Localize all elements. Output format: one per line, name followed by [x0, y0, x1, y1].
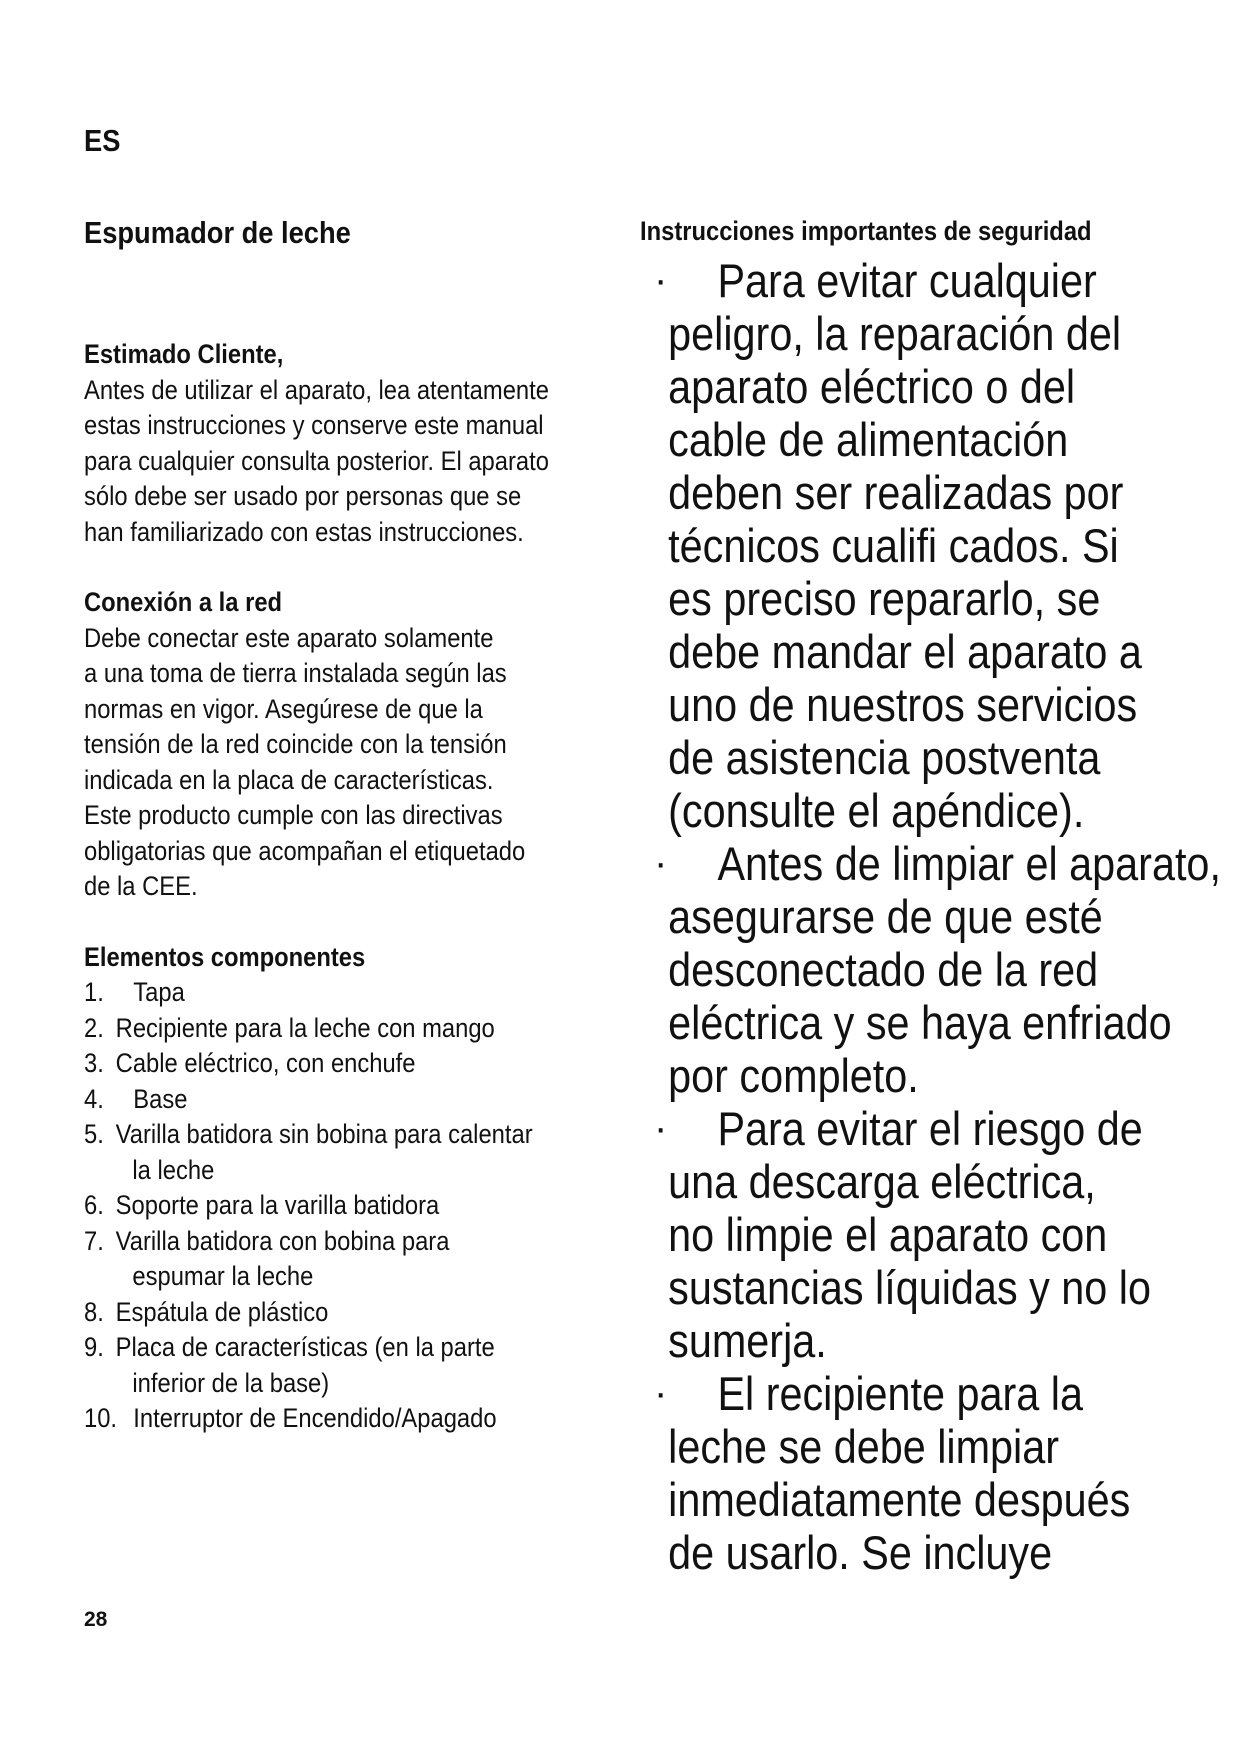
- intro-section: [84, 337, 644, 550]
- safety-line: sumerja.: [668, 1314, 827, 1367]
- safety-line: no limpie el aparato con: [668, 1208, 1108, 1261]
- list-item-number: 6.: [84, 1190, 104, 1220]
- list-item-number: 9.: [84, 1332, 104, 1362]
- intro-line: Antes de utilizar el aparato, lea atentamente: [84, 374, 549, 405]
- list-item-number: 1.: [84, 977, 104, 1007]
- safety-line: Para evitar el riesgo de: [717, 1102, 1143, 1155]
- safety-line: sustancias líquidas y no lo: [668, 1261, 1151, 1314]
- safety-line: aparato eléctrico o del: [668, 360, 1076, 413]
- safety-line: técnicos cualifi cados. Si: [668, 519, 1119, 572]
- connection-line: normas en vigor. Asegúrese de que la: [84, 693, 483, 724]
- list-item-text: Cable eléctrico, con enchufe: [115, 1048, 416, 1078]
- connection-line: indicada en la placa de características.: [84, 764, 494, 795]
- list-item: [84, 1011, 577, 1047]
- list-item-number: 8.: [84, 1296, 104, 1327]
- intro-line: estas instrucciones y conserve este manual: [84, 410, 544, 440]
- language-code: ES: [84, 123, 121, 158]
- safety-line: asegurarse de que esté: [668, 890, 1103, 943]
- list-item-text: espumar la leche: [132, 1261, 314, 1291]
- list-item: [84, 1224, 577, 1260]
- list-item-text: Varilla batidora con bobina para: [115, 1225, 450, 1256]
- list-item: [84, 975, 577, 1011]
- connection-line: Debe conectar este aparato solamente: [84, 622, 494, 653]
- list-item-number: 7.: [84, 1225, 104, 1256]
- list-item-text: Interruptor de Encendido/Apagado: [133, 1403, 497, 1433]
- safety-line: de usarlo. Se incluye: [668, 1526, 1053, 1579]
- list-item-number: 5.: [84, 1119, 104, 1149]
- bullet-icon: ·: [654, 258, 668, 302]
- safety-line: El recipiente para la: [717, 1367, 1083, 1420]
- list-item: [84, 1046, 577, 1082]
- safety-line: una descarga eléctrica,: [668, 1155, 1096, 1208]
- list-item-text: inferior de la base): [132, 1367, 330, 1398]
- safety-line: peligro, la reparación del: [668, 307, 1122, 360]
- safety-line: debe mandar el aparato a: [668, 625, 1142, 678]
- safety-line: inmediatamente después: [668, 1473, 1131, 1526]
- safety-line: deben ser realizadas por: [668, 466, 1124, 519]
- list-item-number: 2.: [84, 1012, 104, 1043]
- list-item-text: Tapa: [133, 977, 185, 1007]
- list-item-text: la leche: [132, 1154, 215, 1185]
- components-list: [84, 975, 577, 1437]
- list-item: [84, 1188, 577, 1224]
- list-item: [84, 1295, 577, 1331]
- intro-line: sólo debe ser usado por personas que se: [84, 481, 522, 511]
- safety-line: uno de nuestros servicios: [668, 678, 1138, 731]
- safety-line: cable de alimentación: [668, 413, 1069, 466]
- intro-line: para cualquier consulta posterior. El aparato: [84, 445, 549, 476]
- list-item: [84, 1330, 577, 1366]
- list-item-text: Varilla batidora sin bobina para calentar: [115, 1119, 533, 1149]
- list-item-text: Base: [133, 1083, 188, 1114]
- list-item-number: 3.: [84, 1048, 104, 1078]
- list-item-text: Recipiente para la leche con mango: [115, 1012, 495, 1043]
- components-heading: Elementos componentes: [84, 941, 366, 972]
- list-item: [84, 1117, 577, 1153]
- list-item-text: Soporte para la varilla batidora: [115, 1190, 440, 1220]
- list-item-number: 10.: [84, 1403, 118, 1433]
- list-item-continuation: [84, 1366, 577, 1402]
- intro-heading: Estimado Cliente,: [84, 339, 284, 369]
- right-column: [640, 216, 1220, 1579]
- left-column: [84, 216, 644, 1472]
- safety-line: por completo.: [668, 1049, 919, 1102]
- connection-line: de la CEE.: [84, 871, 198, 901]
- safety-item: [640, 1367, 1220, 1579]
- safety-heading: Instrucciones importantes de seguridad: [640, 216, 1092, 246]
- safety-line: es preciso repararlo, se: [668, 572, 1101, 625]
- components-section: [84, 940, 644, 1437]
- list-item-text: Espátula de plástico: [115, 1296, 329, 1327]
- connection-section: [84, 585, 644, 905]
- connection-line: Este producto cumple con las directivas: [84, 800, 503, 830]
- safety-line: eléctrica y se haya enfriado: [668, 996, 1172, 1049]
- connection-line: tensión de la red coincide con la tensión: [84, 729, 507, 759]
- safety-item: [640, 254, 1220, 837]
- safety-line: de asistencia postventa: [668, 731, 1101, 784]
- safety-line: Para evitar cualquier: [717, 254, 1097, 307]
- list-item-continuation: [84, 1259, 577, 1295]
- bullet-icon: ·: [654, 1371, 668, 1415]
- intro-line: han familiarizado con estas instrucciones.: [84, 516, 524, 547]
- list-item-number: 4.: [84, 1083, 104, 1114]
- connection-line: a una toma de tierra instalada según las: [84, 658, 507, 688]
- safety-line: Antes de limpiar el aparato,: [717, 837, 1221, 890]
- bullet-icon: ·: [654, 841, 668, 885]
- safety-line: desconectado de la red: [668, 943, 1099, 996]
- connection-line: obligatorias que acompañan el etiquetado: [84, 835, 526, 866]
- safety-line: leche se debe limpiar: [668, 1420, 1060, 1473]
- connection-heading: Conexión a la red: [84, 587, 283, 617]
- bullet-icon: ·: [654, 1106, 668, 1150]
- document-title: Espumador de leche: [84, 215, 351, 250]
- safety-item: [640, 1102, 1220, 1367]
- safety-item: [640, 837, 1220, 1102]
- list-item: [84, 1082, 577, 1118]
- list-item-text: Placa de características (en la parte: [115, 1332, 495, 1362]
- list-item-continuation: [84, 1153, 577, 1189]
- page-number: 28: [84, 1608, 108, 1631]
- safety-line: (consulte el apéndice).: [668, 784, 1085, 837]
- list-item: [84, 1401, 577, 1437]
